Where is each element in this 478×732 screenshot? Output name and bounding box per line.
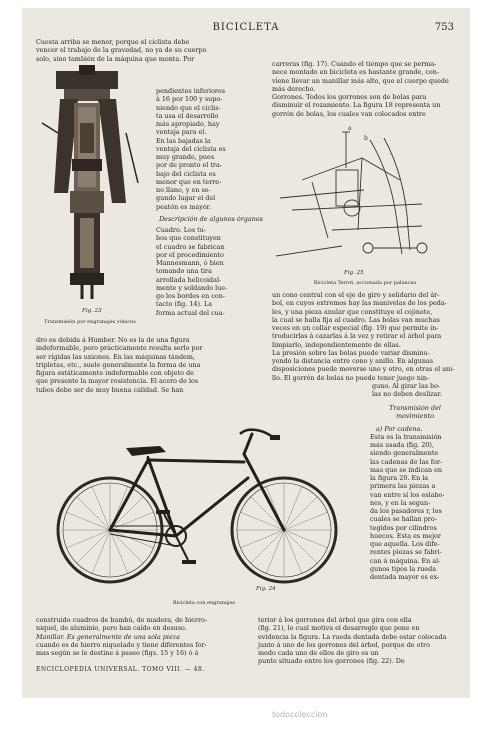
text-line: Esta es la transmisión — [370, 432, 442, 441]
text-line: rentes piezas se fabri- — [370, 548, 442, 557]
text-line: Cuadro. Los tu- — [156, 226, 207, 234]
text-line: La presión sobre las bolas puede variar disminu- — [272, 348, 430, 357]
text-line: guno. Al girar las bo- — [372, 382, 441, 390]
text-line: primera las piezas a — [370, 482, 436, 491]
text-line: dentada mayor es ex- — [370, 573, 440, 581]
figure-24-illustration — [48, 420, 348, 600]
text-line: tubos debe ser de muy buena calidad. Se han — [36, 385, 184, 394]
text-line: ventaja del ciclista es — [156, 144, 226, 153]
text-line: limpiarlo, independientemente de ellas. — [272, 340, 401, 349]
text-line: bos que constituyen — [156, 234, 221, 243]
text-line: can á máquina. En al- — [370, 556, 441, 565]
text-line: cuando es de hierro niquelado y tiene diferentes for- — [36, 640, 207, 649]
bottom-right-paragraph — [258, 616, 460, 666]
text-line: nece montado en bicicleta es bastante grande, con- — [272, 68, 440, 77]
text-line: go los bordes en con- — [156, 292, 225, 300]
text-line: Manillar. Es generalmente de una sola pieza — [36, 632, 180, 641]
text-line: gorrón de bolas, los cuales van colocados entre — [272, 109, 426, 118]
text-line: nes, y en la segun- — [370, 498, 431, 507]
running-title: BICICLETA — [212, 22, 280, 33]
text-line: yendo la distancia entre cono y anillo. En algunas — [272, 357, 434, 365]
text-line: por de pronto el tra- — [156, 161, 222, 170]
figure-23-label: Fig. 23 — [82, 308, 102, 314]
text-line: las no deben deslizar. — [372, 390, 442, 399]
svg-text:b: b — [364, 135, 368, 142]
cuadro-paragraph — [36, 336, 266, 394]
text-line: pendientes inferiores — [156, 87, 226, 95]
text-line: más apropiado, hay — [156, 120, 220, 128]
figure-24-caption: Bicicleta con engranajes — [172, 600, 236, 606]
text-line: más derecho. — [272, 84, 316, 93]
text-line: En las bajadas la — [156, 136, 211, 145]
text-line: un cono central con el eje de giro y solidario del ár- — [272, 291, 440, 299]
text-line: veces en un collar especial (fig. 19) que permite in- — [272, 324, 439, 332]
text-line: por el procedimiento — [156, 250, 224, 259]
figure-25-label: Fig. 25 — [344, 270, 364, 276]
section-heading-transmission: Transmisión del movimiento — [389, 404, 441, 421]
text-line: bajo del ciclista es — [156, 169, 216, 178]
text-line: carreras (fig. 17). Cuando el tiempo que se perma- — [272, 60, 437, 68]
text-line: van entre sí los eslabo- — [370, 490, 445, 499]
text-line: niquel, de aluminio, pero han caído en desuso. — [36, 624, 187, 633]
text-line: indeformable, pero prácticamente resulta serlo por — [36, 344, 203, 353]
text-line: vencer el trabajo de la gravedad, no ya de su cuerpo — [36, 46, 207, 55]
text-line: la figura 20. En la — [370, 474, 429, 482]
encyclopedia-page — [22, 8, 470, 698]
text-line: punto situado entre los gorrones (fig. 22). De — [258, 657, 405, 666]
text-line: evidencia la figura. La rueda dentada debe estar colocada — [258, 632, 447, 641]
text-line: gundo lugar el del — [156, 194, 216, 203]
page-footer: ENCICLOPEDIA UNIVERSAL. TOMO VIII. — 48. — [36, 666, 205, 673]
right-mid-paragraph — [272, 291, 460, 382]
watermark: todocoleccion — [272, 710, 328, 719]
text-line: la cual se halla fija al cuadro. Las bolas van muchas — [272, 315, 440, 324]
text-line: terior á los gorrones del árbol que gira con ella — [258, 616, 412, 624]
text-line: mente y soldando lue- — [156, 283, 228, 292]
text-line: (fig. 21), lo cual motiva el desarreglo que pone en — [258, 624, 420, 633]
text-line: bol, en cuyos extremos hay las manivelas de los peda- — [272, 299, 447, 308]
text-line: niendo que el ciclis- — [156, 103, 221, 112]
subsection-heading-chain: a) Por cadena. — [376, 424, 423, 433]
text-line: no llano, y en se- — [156, 186, 211, 194]
figure-24-label: Fig. 24 — [256, 586, 276, 592]
text-line: viene llevar un manillar más alto, que el cuerpo quede — [272, 76, 449, 85]
text-line: Mannesmann, ó bien — [156, 259, 224, 267]
text-line: el cuadro se fabrican — [156, 242, 225, 251]
section-heading-description: Descripción de algunos órganos — [159, 214, 263, 223]
text-line: tegidos por cilindros — [370, 523, 437, 532]
text-line: les, y una pieza anular que constituye el cojinete, — [272, 307, 433, 316]
text-line: da los pasadores r, los — [370, 507, 442, 515]
text-line: mas según se le destine á paseo (figs. 15 y 16) ó á — [36, 649, 199, 657]
right-mid-tail — [372, 382, 460, 399]
text-line: tripletas, etc., suele generalmente la forma de una — [36, 360, 201, 369]
text-line: á 16 por 100 y supo- — [156, 95, 223, 104]
text-line: ta usa el desarrollo — [156, 111, 219, 120]
text-line: las cadenas de las for- — [370, 457, 443, 466]
transmission-section — [370, 404, 460, 581]
page-header — [22, 22, 470, 34]
text-line: arrollada helicoidal- — [156, 275, 222, 284]
text-line: que aquella. Los dife- — [370, 540, 440, 548]
text-line: huecos. Esta es mejor — [370, 531, 441, 540]
text-line: junto á uno de los gorrones del árbol, porque de otro — [258, 640, 430, 649]
text-line: mas que se indican en — [370, 465, 443, 474]
bottom-left-paragraph — [36, 616, 252, 657]
text-line: modo cada uno de ellos de giro es un — [258, 649, 379, 657]
text-line: tacto (fig. 14). La — [156, 300, 213, 309]
text-line: figura estáticamente indeformable con objeto de — [36, 369, 194, 377]
text-line: siendo generalmente — [370, 449, 439, 458]
text-line: peatón es mayor. — [156, 202, 212, 211]
figure-23-illustration — [34, 63, 144, 303]
figure-25-caption: Bicicleta Terrot, accionada por palancas — [313, 280, 417, 286]
right-top-paragraph — [272, 60, 460, 118]
text-line: muy grande, pues — [156, 153, 215, 161]
text-line: Cuesta arriba se menor, porque el ciclista debe — [36, 38, 190, 46]
text-line: dro es debida á Humber. No es la de una figura — [36, 336, 190, 344]
text-line: que presente la mayor resistencia. El acero de los — [36, 377, 199, 386]
page-number: 753 — [434, 22, 454, 33]
text-line: disposiciones puede moverse uno y otro, en otras el ani- — [272, 365, 455, 374]
text-line: cuales se hallan pro- — [370, 515, 437, 524]
text-line: llo. El gorrón de bolas no puede tener juego nin- — [272, 373, 430, 382]
text-line: disminuir el rozamiento. La figura 18 representa un — [272, 101, 441, 110]
svg-text:a: a — [348, 125, 352, 132]
text-line: más usada (fig. 20), — [370, 441, 434, 449]
text-line: solo, sino también de la máquina que monta. Por — [36, 54, 195, 63]
figure-23-caption: Transmisión por engranajes cónicos — [44, 319, 136, 325]
intro-paragraph — [36, 38, 266, 63]
figure-25-illustration — [272, 120, 454, 270]
text-line: troducirlas á cazarlas á la vez y retirar el árbol para — [272, 332, 442, 341]
text-line: Gorrones. Todos los gorrones son de bolas para — [272, 93, 427, 101]
text-line: ser rígidas las uniones. En las máquinas tándem, — [36, 352, 195, 361]
text-line: gunos tipos la rueda — [370, 564, 437, 573]
text-line: ventaja para el. — [156, 128, 207, 137]
text-line: construido cuadros de bambú, de madera, de hierro- — [36, 616, 208, 624]
text-line: menor que en terre- — [156, 177, 222, 186]
left-narrow-column — [156, 87, 266, 317]
text-line: forma actual del cua- — [156, 308, 225, 317]
text-line: tomando una tira — [156, 267, 212, 276]
